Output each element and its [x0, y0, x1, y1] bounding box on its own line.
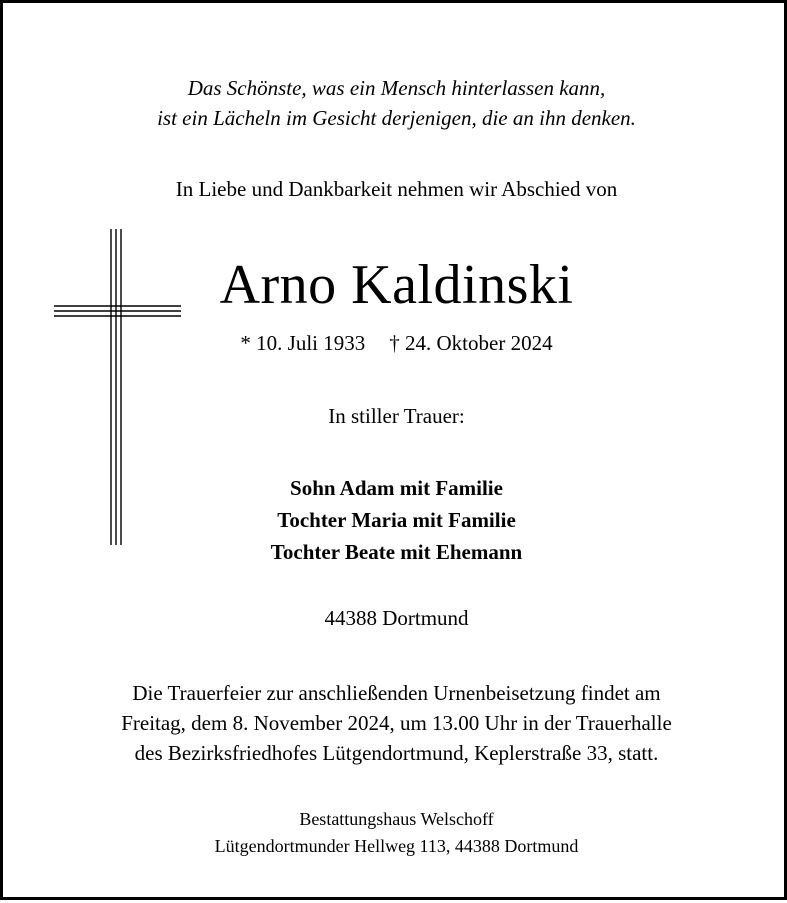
mourner-2: Tochter Maria mit Familie [277, 508, 516, 532]
birth-date: * 10. Juli 1933 [240, 331, 366, 355]
mourner-1: Sohn Adam mit Familie [290, 476, 503, 500]
service-line-3: des Bezirksfriedhofes Lütgendortmund, Keplerstraße 33, statt. [134, 741, 659, 765]
deceased-name [3, 253, 787, 317]
life-dates [3, 331, 787, 356]
service-line-1: Die Trauerfeier zur anschließenden Urnenbeisetzung findet am [132, 681, 661, 705]
deceased-name-text: Arno Kaldinski [219, 254, 574, 316]
place-text: 44388 Dortmund [324, 606, 469, 630]
cross-icon [3, 3, 787, 903]
undertaker-address: Lütgendortmunder Hellweg 113, 44388 Dortmund [214, 836, 579, 856]
death-date: † 24. Oktober 2024 [389, 331, 553, 355]
mourning-label: In stiller Trauer: [328, 404, 465, 428]
mourner-3: Tochter Beate mit Ehemann [270, 540, 523, 564]
service-line-2: Freitag, dem 8. November 2024, um 13.00 Uhr in der Trauerhalle [121, 711, 672, 735]
intro-text: In Liebe und Dankbarkeit nehmen wir Abschied von [175, 177, 618, 201]
quote-line-1: Das Schönste, was ein Mensch hinterlassen kann, [187, 76, 606, 100]
undertaker-name: Bestattungshaus Welschoff [299, 809, 494, 829]
quote-line-2: ist ein Lächeln im Gesicht derjenigen, die an ihn denken. [157, 106, 636, 130]
